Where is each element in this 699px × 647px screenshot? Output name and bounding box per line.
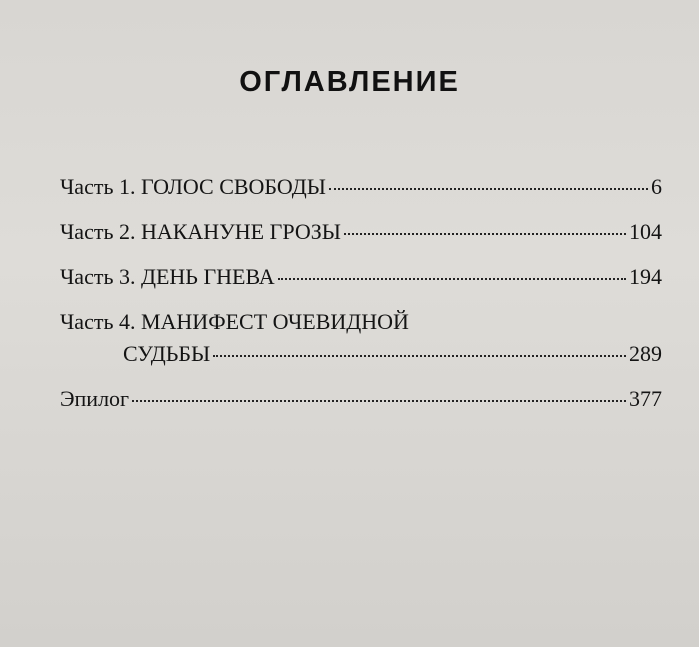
toc-entry bbox=[60, 309, 662, 367]
toc-entry-label: Эпилог bbox=[60, 386, 130, 411]
dot-leader bbox=[344, 233, 626, 235]
bleed-through-text bbox=[20, 8, 679, 31]
dot-leader bbox=[213, 355, 626, 357]
toc-entry-page: 194 bbox=[629, 264, 662, 289]
dot-leader bbox=[278, 278, 626, 280]
toc-entry bbox=[60, 174, 662, 200]
toc-entry-label: Часть 4. МАНИФЕСТ ОЧЕВИДНОЙ bbox=[60, 309, 409, 334]
dot-leader bbox=[329, 188, 648, 190]
page-title: ОГЛАВЛЕНИЕ bbox=[239, 66, 460, 98]
toc-entry-page: 104 bbox=[629, 219, 662, 244]
toc-entry bbox=[60, 219, 662, 245]
dot-leader bbox=[132, 400, 626, 402]
toc-entry bbox=[60, 264, 662, 290]
toc-entry-label-continued: СУДЬБЫ bbox=[123, 341, 211, 366]
toc-entry-page: 6 bbox=[651, 174, 662, 199]
toc-entry-page: 377 bbox=[629, 386, 662, 411]
toc-entry-label: Часть 2. НАКАНУНЕ ГРОЗЫ bbox=[60, 219, 341, 244]
toc-entry-page: 289 bbox=[629, 341, 662, 366]
toc-entry-label: Часть 1. ГОЛОС СВОБОДЫ bbox=[60, 174, 326, 199]
table-of-contents bbox=[60, 174, 662, 412]
toc-entry bbox=[60, 386, 662, 412]
toc-entry-label: Часть 3. ДЕНЬ ГНЕВА bbox=[60, 264, 275, 289]
